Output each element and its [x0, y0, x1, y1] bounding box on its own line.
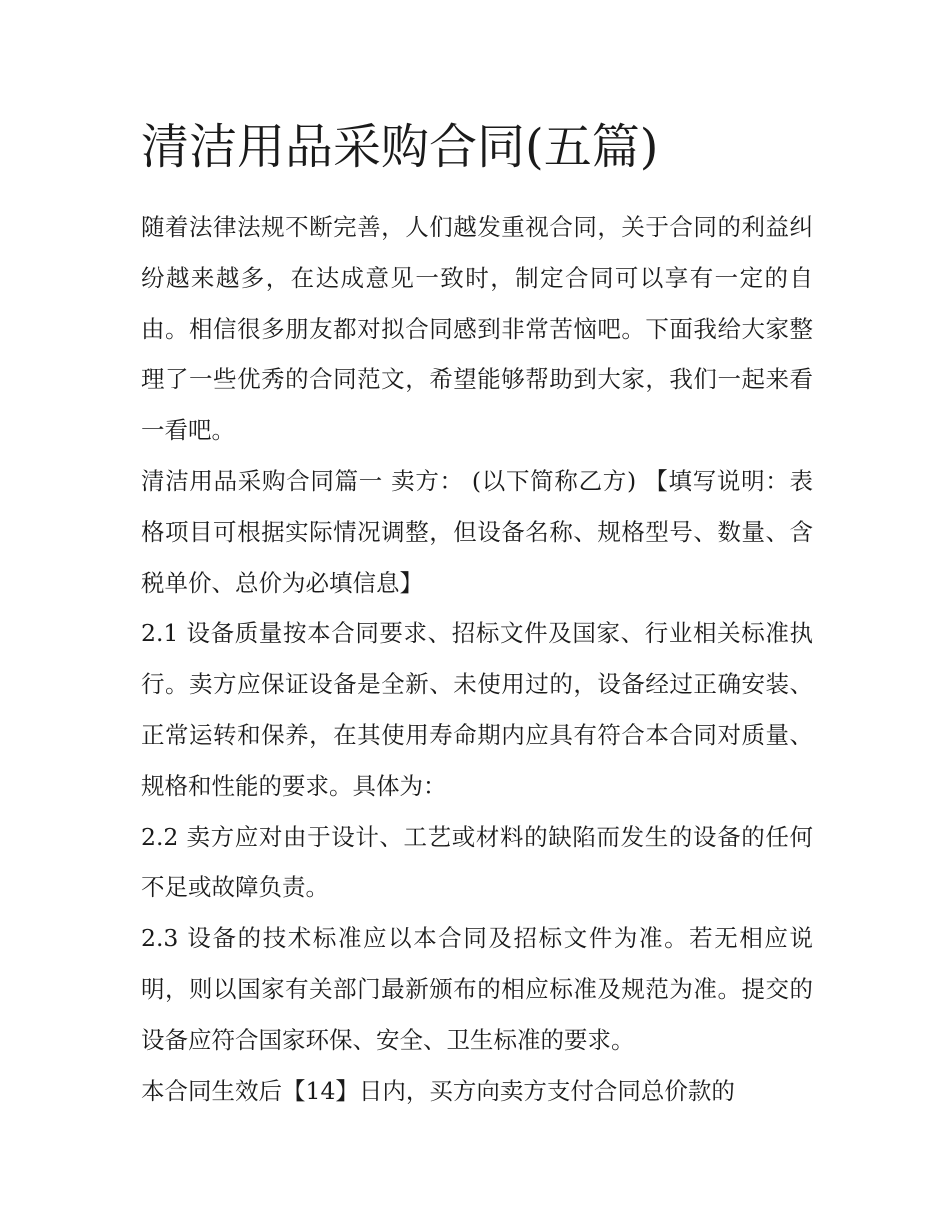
- document-title: 清洁用品采购合同(五篇): [141, 119, 659, 175]
- intro-paragraph: 随着法律法规不断完善，人们越发重视合同，关于合同的利益纠纷越来越多，在达成意见一致时，制定合同可以享有一定的自由。相信很多朋友都对拟合同感到非常苦恼吧。下面我给大家整理了一些优秀的合同范文，希望能够帮助到大家，我们一起来看一看吧。: [141, 213, 813, 445]
- clause-2-3-paragraph: 2.3 设备的技术标准应以本合同及招标文件为准。若无相应说明，则以国家有关部门最新颁布的相应标准及规范为准。提交的设备应符合国家环保、安全、卫生标准的要求。: [141, 924, 813, 1054]
- clause-2-1-paragraph: 2.1 设备质量按本合同要求、招标文件及国家、行业相关标准执行。卖方应保证设备是全新、未使用过的，设备经过正确安装、正常运转和保养，在其使用寿命期内应具有符合本合同对质量、规格和性能的要求。具体为：: [141, 619, 813, 800]
- payment-paragraph: 本合同生效后【14】日内，买方向卖方支付合同总价款的: [141, 1076, 735, 1105]
- document-body: [141, 112, 813, 1116]
- clause-2-2-paragraph: 2.2 卖方应对由于设计、工艺或材料的缺陷而发生的设备的任何不足或故障负责。: [141, 822, 813, 902]
- contract-part-one-paragraph: 清洁用品采购合同篇一 卖方： (以下简称乙方) 【填写说明：表格项目可根据实际情况调整，但设备名称、规格型号、数量、含税单价、总价为必填信息】: [141, 466, 813, 597]
